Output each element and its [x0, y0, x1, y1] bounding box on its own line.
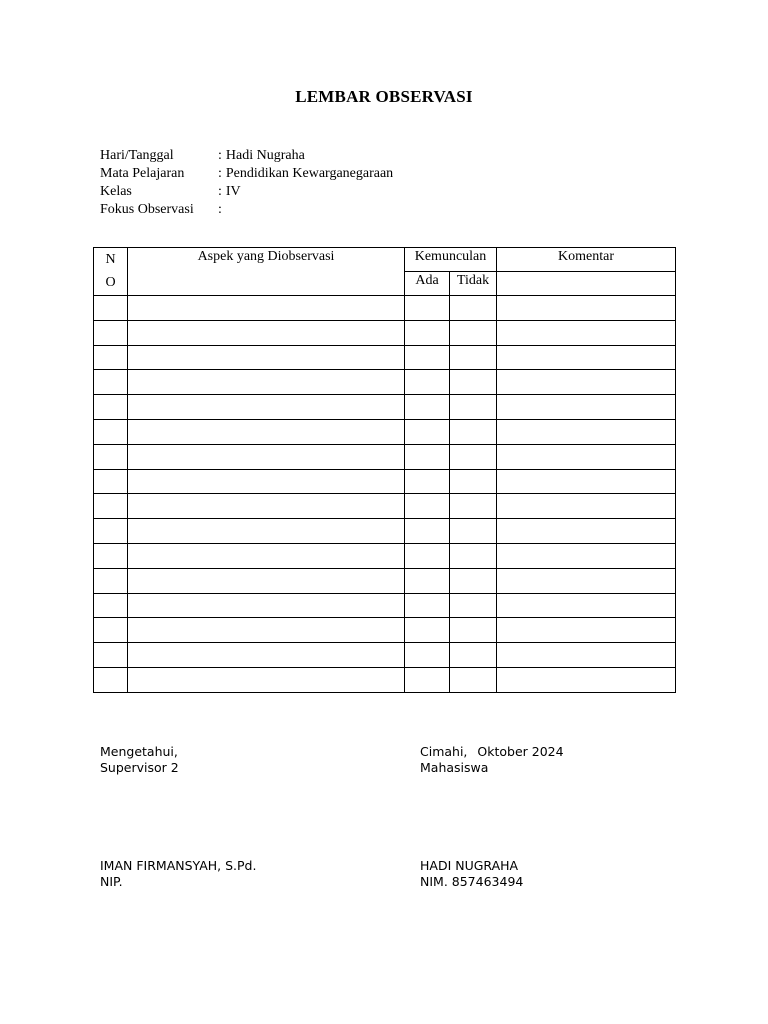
- table-row: [94, 568, 676, 593]
- table-cell: [450, 494, 497, 519]
- table-cell: [405, 494, 450, 519]
- table-cell: [128, 618, 405, 643]
- supervisor-name: IMAN FIRMANSYAH, S.Pd.: [100, 858, 257, 873]
- table-row: [94, 519, 676, 544]
- table-cell: [405, 469, 450, 494]
- info-label: Fokus Observasi: [100, 202, 194, 217]
- table-cell: [128, 395, 405, 420]
- table-cell: [94, 296, 128, 321]
- table-cell: [128, 320, 405, 345]
- table-cell: [497, 444, 676, 469]
- table-cell: [450, 593, 497, 618]
- table-cell: [450, 395, 497, 420]
- table-row: [94, 667, 676, 692]
- table-cell: [94, 643, 128, 668]
- table-cell: [450, 419, 497, 444]
- table-cell: [405, 370, 450, 395]
- student-name: HADI NUGRAHA: [420, 858, 519, 873]
- table-cell: [450, 296, 497, 321]
- table-cell: [128, 643, 405, 668]
- table-cell: [497, 593, 676, 618]
- observation-table: [93, 247, 676, 693]
- table-cell: [497, 643, 676, 668]
- info-label: Kelas: [100, 184, 132, 199]
- table-cell: [405, 667, 450, 692]
- table-cell: [497, 469, 676, 494]
- table-cell: [94, 519, 128, 544]
- table-cell: [94, 345, 128, 370]
- table-cell: [94, 543, 128, 568]
- table-cell: [128, 568, 405, 593]
- table-row: [94, 444, 676, 469]
- table-row: [94, 296, 676, 321]
- header-komentar-sub: [497, 272, 676, 296]
- header-kemunculan: Kemunculan: [405, 248, 497, 272]
- table-cell: [497, 370, 676, 395]
- table-cell: [128, 667, 405, 692]
- table-cell: [94, 667, 128, 692]
- table-cell: [497, 494, 676, 519]
- table-cell: [94, 444, 128, 469]
- table-cell: [450, 320, 497, 345]
- table-row: [94, 395, 676, 420]
- table-cell: [405, 618, 450, 643]
- info-label: Mata Pelajaran: [100, 166, 185, 181]
- table-cell: [497, 519, 676, 544]
- info-value: Hadi Nugraha: [225, 148, 305, 163]
- table-cell: [405, 543, 450, 568]
- table-cell: [405, 568, 450, 593]
- date-label: Oktober 2024: [477, 744, 564, 759]
- table-row: [94, 543, 676, 568]
- table-cell: [94, 593, 128, 618]
- table-cell: [450, 370, 497, 395]
- table-cell: [128, 519, 405, 544]
- table-cell: [94, 419, 128, 444]
- table-cell: [94, 568, 128, 593]
- table-cell: [450, 667, 497, 692]
- info-value: IV: [225, 184, 241, 199]
- table-cell: [450, 618, 497, 643]
- table-row: [94, 643, 676, 668]
- signature-left-top: [100, 744, 179, 776]
- table-cell: [405, 444, 450, 469]
- table-row: [94, 419, 676, 444]
- table-cell: [497, 667, 676, 692]
- table-row: [94, 345, 676, 370]
- header-komentar: Komentar: [497, 248, 676, 272]
- table-cell: [128, 494, 405, 519]
- table-cell: [128, 345, 405, 370]
- table-body: [94, 296, 676, 693]
- document-title: LEMBAR OBSERVASI: [295, 87, 473, 106]
- signature-left-bottom: [100, 858, 256, 890]
- table-cell: [450, 444, 497, 469]
- signature-right-top: [420, 744, 564, 776]
- mengetahui-label: Mengetahui,: [100, 744, 178, 759]
- header-aspek: Aspek yang Diobservasi: [128, 248, 405, 296]
- header-tidak: Tidak: [450, 272, 497, 296]
- table-row: [94, 320, 676, 345]
- table-row: [94, 494, 676, 519]
- table-cell: [128, 370, 405, 395]
- mahasiswa-label: Mahasiswa: [420, 760, 489, 775]
- table-cell: [405, 296, 450, 321]
- table-cell: [94, 469, 128, 494]
- table-cell: [94, 395, 128, 420]
- table-cell: [405, 345, 450, 370]
- table-cell: [450, 543, 497, 568]
- table-cell: [450, 643, 497, 668]
- table-cell: [497, 419, 676, 444]
- student-nim: NIM. 857463494: [420, 874, 524, 889]
- table-cell: [128, 444, 405, 469]
- info-value: Pendidikan Kewarganegaraan: [225, 166, 394, 181]
- table-cell: [128, 593, 405, 618]
- table-cell: [497, 568, 676, 593]
- table-cell: [497, 618, 676, 643]
- table-cell: [497, 543, 676, 568]
- table-cell: [405, 593, 450, 618]
- table-cell: [405, 395, 450, 420]
- header-no: N O: [94, 248, 128, 296]
- table-cell: [128, 296, 405, 321]
- table-cell: [497, 296, 676, 321]
- table-cell: [497, 345, 676, 370]
- table-cell: [450, 519, 497, 544]
- table-cell: [497, 320, 676, 345]
- table-cell: [450, 469, 497, 494]
- table-cell: [94, 494, 128, 519]
- city-label: Cimahi,: [420, 744, 468, 759]
- table-row: [94, 593, 676, 618]
- table-cell: [94, 618, 128, 643]
- table-row: [94, 469, 676, 494]
- table-cell: [128, 419, 405, 444]
- table-row: [94, 370, 676, 395]
- table-cell: [128, 469, 405, 494]
- supervisor-label: Supervisor 2: [100, 760, 179, 775]
- table-cell: [405, 320, 450, 345]
- signature-right-bottom: [420, 858, 523, 890]
- table-cell: [405, 519, 450, 544]
- table-cell: [497, 395, 676, 420]
- table-cell: [450, 568, 497, 593]
- table-cell: [450, 345, 497, 370]
- table-cell: [405, 643, 450, 668]
- table-row: [94, 618, 676, 643]
- table-cell: [405, 419, 450, 444]
- table-cell: [94, 320, 128, 345]
- table-cell: [94, 370, 128, 395]
- supervisor-nip: NIP.: [100, 874, 123, 889]
- info-label: Hari/Tanggal: [100, 148, 174, 163]
- table-cell: [128, 543, 405, 568]
- header-ada: Ada: [405, 272, 450, 296]
